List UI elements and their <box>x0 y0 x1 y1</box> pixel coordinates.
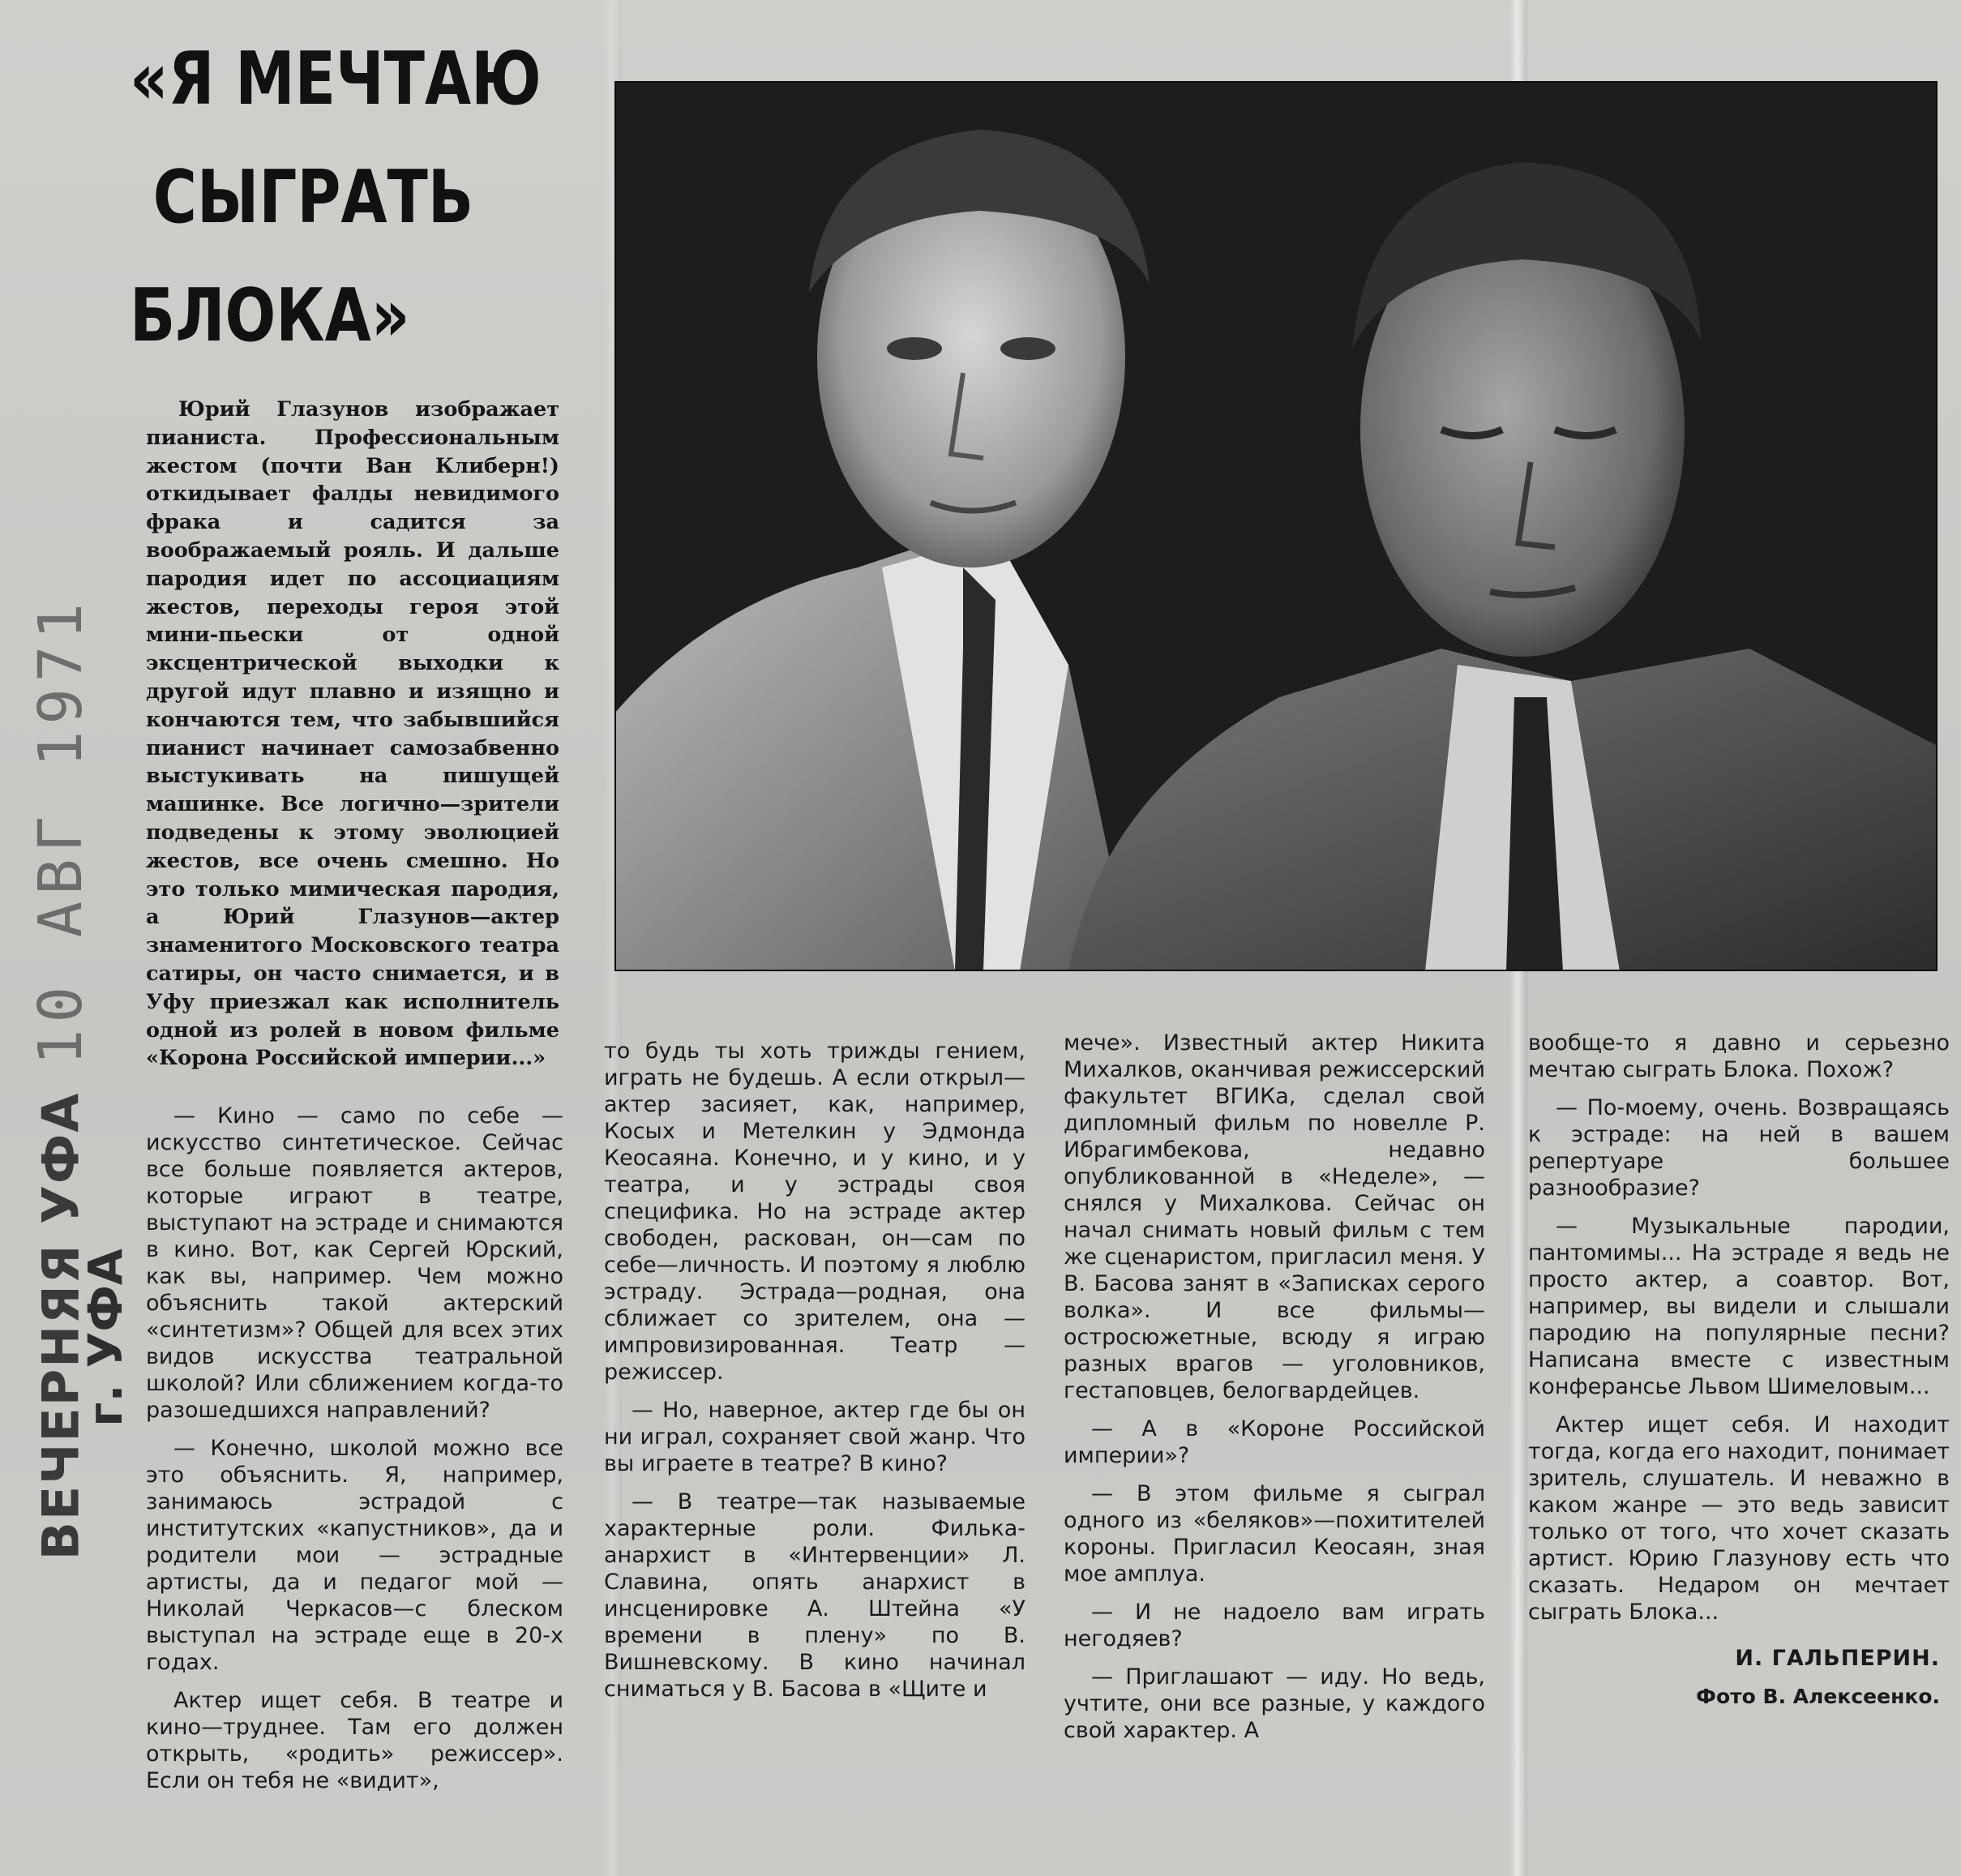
paragraph: — Музыкальные пародии, пантомимы... На эстраде я ведь не просто актер, а соавтор. Вот, например, вы видели и слышали пародию на популярные песни? Написана вместе с известным конферансье Львом Шимеловым... <box>1528 1214 1950 1399</box>
paragraph: — По-моему, очень. Возвращаясь к эстраде: на ней в вашем репертуаре большее разнообразие? <box>1528 1095 1950 1201</box>
headline-line-3: БЛОКА» <box>130 273 410 358</box>
paragraph: — В этом фильме я сыграл одного из «беляков»—похитителей короны. Пригласил Кеосаян, зная мое амплуа. <box>1064 1481 1485 1587</box>
paragraph: Актер ищет себя. В театре и кино—труднее. Там его должен открыть, «родить» режиссер». Если он тебя не «видит», <box>146 1688 563 1793</box>
article-column-2 <box>604 1038 1025 1865</box>
headline <box>130 20 584 369</box>
date-stamp <box>16 596 105 1066</box>
city-name-text: г. УФА <box>78 1249 133 1427</box>
newspaper-name-text: ВЕЧЕРНЯЯ УФА <box>31 1091 91 1560</box>
paragraph: — Но, наверное, актер где бы он ни играл, сохраняет свой жанр. Что вы играете в театре? В кино? <box>604 1398 1025 1476</box>
author-signature: И. ГАЛЬПЕРИН. <box>1735 1646 1940 1671</box>
paragraph: — Конечно, школой можно все это объяснить. Я, например, занимаюсь эстрадой с институтских «капустников», да и родители мои — эстрадные артисты, да и педагог мой — Николай Черкасов—с блеском выступал на эстраде еще в 20-х годах. <box>146 1436 563 1675</box>
paragraph: — Кино — само по себе — искусство синтетическое. Сейчас все больше появляется актеров, которые играют в театре, выступают на эстраде и снимаются в кино. Вот, как Сергей Юрский, как вы, например. Чем можно объяснить такой актерский «синтетизм»? Общей для всех этих видов искусства театральной школой? Или сближением когда-то разошедшихся направлений? <box>146 1103 563 1423</box>
headline-line-1: «Я МЕЧТАЮ <box>130 36 542 122</box>
article-photo <box>614 81 1937 971</box>
photo-portraits <box>614 81 1937 971</box>
paragraph: — И не надоело вам играть негодяев? <box>1064 1600 1485 1651</box>
article-lead: Юрий Глазунов изображает пианиста. Профессиональным жестом (почти Ван Клиберн!) откидывает фалды невидимого фрака и садится за воображаемый рояль. И дальше пародия идет по ассоциациям жестов, переходы героя этой мини-пьески от одной эксцентрической выходки к другой идут плавно и изящно и кончаются тем, что забывшийся пианист начинает самозабвенно выстукивать на пишущей машинке. Все логично—зрители подведены к этому эволюцией жестов, все очень смешно. Но это только мимическая пародия, а Юрий Глазунов—актер знаменитого Московского театра сатиры, он часто снимается, и в Уфу приезжал как исполнитель одной из ролей в новом фильме «Корона Российской империи...» <box>146 397 559 1071</box>
paragraph: — А в «Короне Российской империи»? <box>1064 1416 1485 1468</box>
paragraph: мече». Известный актер Никита Михалков, оканчивая режиссерский факультет ВГИКа, сделал свой дипломный фильм по новелле Р. Ибрагимбекова, недавно опубликованной в «Неделе», — снялся у Михалкова. Сейчас он начал снимать новый фильм с тем же сценаристом, пригласил меня. У В. Басова занят в «Записках серого волка». И все фильмы—остросюжетные, всюду я играю разных врагов — уголовников, гестаповцев, белогвардейцев. <box>1064 1030 1485 1403</box>
city-name <box>77 1232 134 1443</box>
date-stamp-text: 10 АВГ 1971 <box>26 596 96 1066</box>
article-column-3 <box>1064 1030 1485 1865</box>
paragraph: — В театре—так называемые характерные роли. Филька-анархист в «Интервенции» Л. Славина, опять анархист в инсценировке А. Штейна «У времени в плену» по В. Вишневскому. В кино начинал сниматься у В. Басова в «Щите и <box>604 1489 1025 1702</box>
headline-line-2: СЫГРАТЬ <box>152 155 474 240</box>
paragraph: — Приглашают — иду. Но ведь, учтите, они все разные, у каждого свой характер. А <box>1064 1664 1485 1743</box>
paragraph: вообще-то я давно и серьезно мечтаю сыграть Блока. Похож? <box>1528 1030 1950 1082</box>
article-column-4 <box>1528 1030 1950 1873</box>
photo-credit: Фото В. Алексеенко. <box>1696 1685 1940 1708</box>
paragraph: то будь ты хоть трижды гением, играть не будешь. А если открыл—актер засияет, как, например, Косых и Метелкин у Эдмонда Кеосаяна. Конечно, и у кино, и у театра, и у эстрады своя специфика. Но на эстраде актер свободен, раскован, он—сам по себе—личность. И поэтому я люблю эстраду. Эстрада—родная, она сближает со зрителем, она — импровизированная. Театр — режиссер. <box>604 1039 1025 1385</box>
paragraph: Актер ищет себя. И находит тогда, когда его находит, понимает зритель, слушатель. И неважно в каком жанре — это ведь зависит только от того, что хочет сказать артист. Юрию Глазунову есть что сказать. Недаром он мечтает сыграть Блока... <box>1528 1412 1950 1625</box>
article-column-1 <box>146 1103 563 1865</box>
